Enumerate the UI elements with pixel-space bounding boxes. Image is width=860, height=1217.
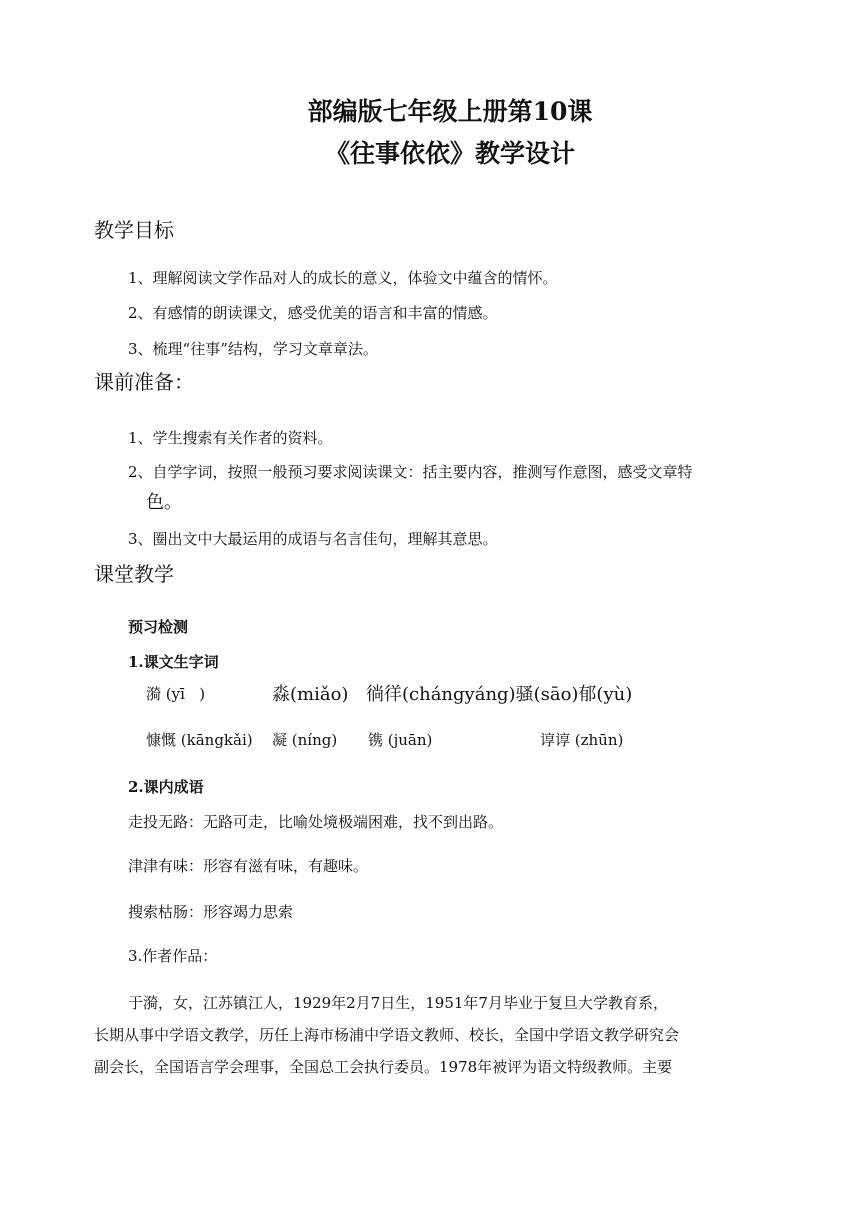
objective-item: 3、梳理“往事”结构，学习文章章法。 <box>128 340 378 358</box>
word-entry: 徜徉(chángyáng)骚(sāo)郁(yù) <box>366 684 633 705</box>
preparation-item: 2、自学字词，按照一般预习要求阅读课文：括主要内容，推测写作意图，感受文章特 <box>128 463 693 481</box>
word-entry: 漪 (yī ) <box>146 685 206 703</box>
words-heading: 1.课文生字词 <box>128 653 219 671</box>
preparation-item: 1、学生搜索有关作者的资料。 <box>128 429 333 447</box>
preview-heading: 预习检测 <box>128 618 189 636</box>
document-title-line1: 部编版七年级上册第10课 <box>307 97 593 126</box>
word-entry: 镌 (juān) <box>368 731 433 749</box>
objective-item: 2、有感情的朗读课文，感受优美的语言和丰富的情感。 <box>128 304 498 322</box>
idiom-entry: 走投无路：无路可走，比喻处境极端困难，找不到出路。 <box>128 813 504 831</box>
objectives-heading: 教学目标 <box>94 218 174 242</box>
preparation-item-continuation: 色。 <box>146 492 182 513</box>
classroom-heading: 课堂教学 <box>94 562 174 586</box>
document-title-line2: 《往事依依》教学设计 <box>324 139 575 168</box>
word-entry: 淼(miǎo) <box>272 684 349 705</box>
preparation-heading: 课前准备： <box>94 370 194 394</box>
preparation-item: 3、圈出文中大最运用的成语与名言佳句，理解其意思。 <box>128 530 498 548</box>
idiom-entry: 搜索枯肠：形容竭力思索 <box>128 903 294 921</box>
idioms-heading: 2.课内成语 <box>128 778 204 796</box>
author-paragraph-line: 于漪，女，江苏镇江人，1929年2月7日生，1951年7月毕业于复旦大学教育系， <box>128 994 668 1012</box>
word-entry: 凝 (níng) <box>272 731 338 749</box>
author-paragraph-line: 副会长，全国语言学会理事，全国总工会执行委员。1978年被评为语文特级教师。主要 <box>94 1058 673 1076</box>
author-heading: 3.作者作品： <box>128 947 218 965</box>
idiom-entry: 津津有味：形容有滋有味，有趣味。 <box>128 857 369 875</box>
word-entry: 谆谆 (zhūn) <box>540 731 624 749</box>
word-entry: 慷慨 (kāngkǎi) <box>146 731 253 749</box>
objective-item: 1、理解阅读文学作品对人的成长的意义，体验文中蕴含的情怀。 <box>128 269 558 287</box>
author-paragraph-line: 长期从事中学语文教学，历任上海市杨浦中学语文教师、校长，全国中学语文教学研究会 <box>94 1026 680 1044</box>
